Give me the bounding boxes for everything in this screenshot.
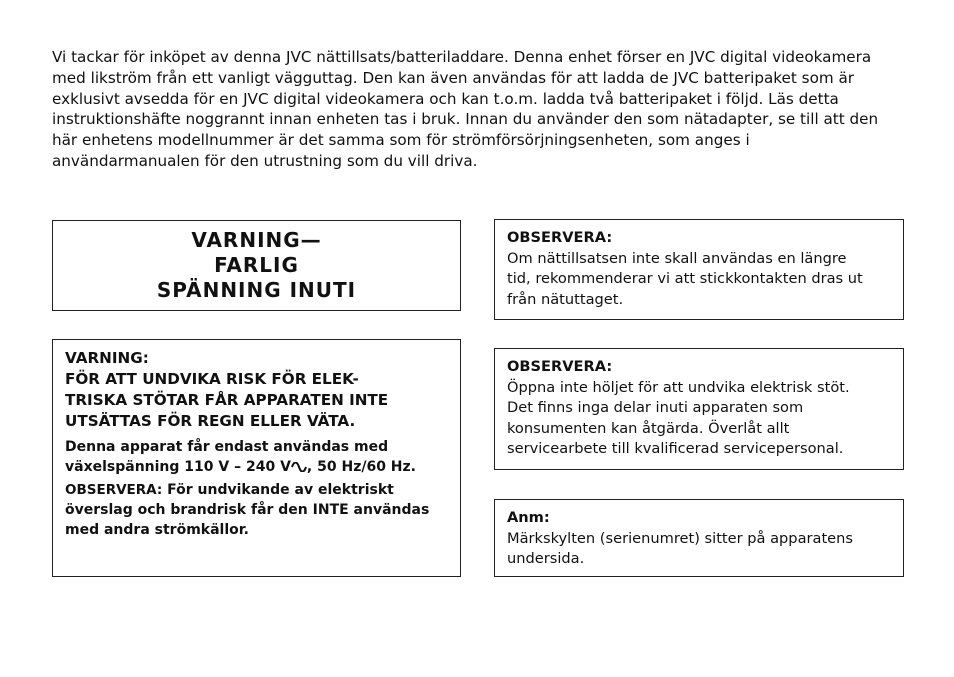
intro-line: med likström från ett vanligt vägguttag. Den kan även användas för att ladda de JVC batteripaket som är [52,68,855,87]
note-title: OBSERVERA: [507,358,613,375]
warning-box [52,339,461,577]
voltage-text [65,437,448,477]
note-title: Anm: [507,509,550,526]
note-line: Det finns inga delar inuti apparaten som [507,399,804,416]
warning-line: FÖR ATT UNDVIKA RISK FÖR ELEK- [65,370,359,388]
note-line: Öppna inte höljet för att undvika elektrisk stöt. [507,378,850,396]
intro-line: exklusivt avsedda för en JVC digital videokamera och kan t.o.m. ladda två batteripaket i följd. Läs detta [52,89,839,108]
warning-observe [65,480,448,540]
warning-line: TRISKA STÖTAR FÅR APPARATEN INTE [65,391,389,409]
voltage-line: Denna apparat får endast användas med [65,439,389,455]
danger-line: SPÄNNING INUTI [156,278,357,302]
observe-line: strömkällor. [154,522,249,538]
note-line: från nätuttaget. [507,290,624,308]
intro-line: här enhetens modellnummer är det samma som för strömförsörjningsenheten, som anges i [52,131,750,150]
observe-title: OBSERVERA: [65,482,163,498]
intro-paragraph [52,47,912,172]
note-line: servicearbete till kvalificerad servicepersonal. [507,440,844,457]
note-line: Om nättillsatsen inte skall användas en längre [507,249,847,267]
danger-line: VARNING— [191,228,322,252]
warning-line: UTSÄTTAS FÖR REGN ELLER VÄTA. [65,412,356,430]
note-box-housing [494,348,904,470]
note-box-rating-plate [494,499,904,577]
warning-headline [65,348,448,432]
intro-line: Vi tackar för inköpet av denna JVC nättillsats/batteriladdare. Denna enhet förser en JVC digital videokamera [52,48,872,66]
note-line: tid, rekommenderar vi att stickkontakten dras ut [507,270,863,287]
note-title: OBSERVERA: [507,229,613,246]
warning-title: VARNING: [65,349,149,367]
ac-sine-icon [291,462,307,472]
intro-line: användarmanualen för den utrustning som du vill driva. [52,151,478,170]
danger-line: FARLIG [214,253,299,277]
note-line: konsumenten kan åtgärda. Överlåt allt [507,419,790,437]
note-line: Märkskylten (serienumret) sitter på apparatens [507,529,854,547]
note-box-unplug [494,219,904,320]
note-line: undersida. [507,550,585,567]
intro-line: instruktionshäfte noggrannt innan enheten tas i bruk. Innan du använder den som nätadapter, se till att den [52,110,879,129]
observe-line: brandrisk får den INTE användas med andra [65,502,430,538]
observe-line: För undvikande av elektriskt överslag och [65,482,394,518]
danger-box [52,220,461,311]
voltage-line: växelspänning 110 V – 240 V , 50 Hz/60 Hz. [65,459,416,475]
